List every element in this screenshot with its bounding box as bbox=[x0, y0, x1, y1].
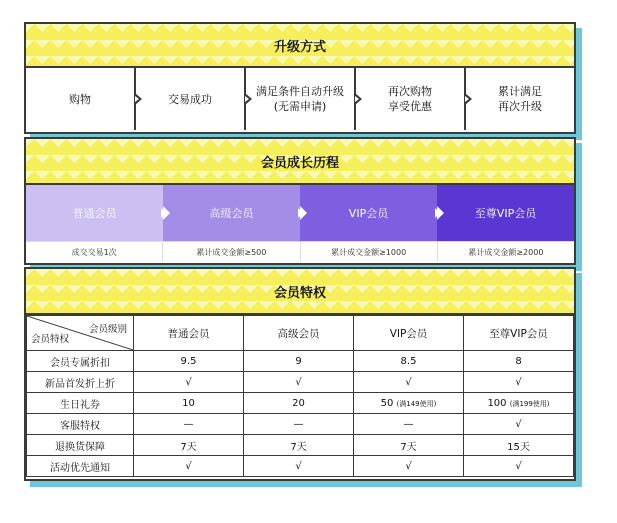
table-cell: √ bbox=[134, 456, 244, 477]
arrow-right-icon bbox=[465, 93, 472, 105]
upgrade-method-card bbox=[24, 22, 576, 134]
growth-conditions bbox=[26, 241, 574, 262]
row-label: 新品首发折上折 bbox=[27, 372, 134, 393]
upgrade-method-title: 升级方式 bbox=[26, 24, 574, 68]
chevron-right-icon bbox=[300, 206, 307, 220]
cell-note: (满199使用) bbox=[509, 399, 550, 408]
table-cell: √ bbox=[244, 456, 354, 477]
level-senior: 高级会员 bbox=[163, 185, 300, 241]
header-level-label: 会员级别 bbox=[88, 324, 127, 335]
growth-title: 会员成长历程 bbox=[26, 139, 574, 185]
row-label: 退换货保障 bbox=[27, 435, 134, 456]
table-cell: √ bbox=[134, 372, 244, 393]
table-header-row bbox=[27, 316, 574, 351]
table-cell: — bbox=[134, 414, 244, 435]
table-row bbox=[27, 393, 574, 414]
table-row bbox=[27, 456, 574, 477]
table-row bbox=[27, 435, 574, 456]
table-cell: 10 bbox=[134, 393, 244, 414]
table-cell: √ bbox=[464, 414, 574, 435]
table-cell: √ bbox=[464, 456, 574, 477]
row-label: 会员专属折扣 bbox=[27, 351, 134, 372]
column-header: 高级会员 bbox=[244, 316, 354, 351]
upgrade-step: 交易成功 bbox=[136, 68, 246, 130]
level-vip: VIP会员 bbox=[300, 185, 437, 241]
table-cell: 7天 bbox=[244, 435, 354, 456]
upgrade-step: 购物 bbox=[26, 68, 136, 130]
privileges-card bbox=[24, 267, 576, 481]
table-row bbox=[27, 414, 574, 435]
table-row bbox=[27, 351, 574, 372]
table-cell: 8 bbox=[464, 351, 574, 372]
diagonal-header-cell bbox=[27, 316, 134, 351]
upgrade-step: 累计满足 再次升级 bbox=[498, 85, 542, 113]
table-cell: 7天 bbox=[354, 435, 464, 456]
table-cell: √ bbox=[354, 456, 464, 477]
row-label: 活动优先通知 bbox=[27, 456, 134, 477]
condition-text: 累计成交金额≥1000 bbox=[301, 242, 438, 262]
column-header: 普通会员 bbox=[134, 316, 244, 351]
table-cell: √ bbox=[244, 372, 354, 393]
table-cell: — bbox=[354, 414, 464, 435]
table-row bbox=[27, 372, 574, 393]
table-cell bbox=[464, 393, 574, 414]
table-cell bbox=[354, 393, 464, 414]
upgrade-step: 再次购物 享受优惠 bbox=[356, 68, 466, 130]
arrow-right-icon bbox=[355, 93, 362, 105]
chevron-right-icon bbox=[163, 206, 170, 220]
upgrade-steps bbox=[26, 68, 574, 130]
table-cell: 8.5 bbox=[354, 351, 464, 372]
column-header: VIP会员 bbox=[354, 316, 464, 351]
row-label: 生日礼券 bbox=[27, 393, 134, 414]
growth-card bbox=[24, 137, 576, 265]
privileges-table bbox=[26, 315, 574, 477]
table-cell: 9.5 bbox=[134, 351, 244, 372]
arrow-right-icon bbox=[245, 93, 252, 105]
table-cell: 7天 bbox=[134, 435, 244, 456]
condition-text: 累计成交金额≥2000 bbox=[468, 247, 544, 257]
condition-text: 累计成交金额≥500 bbox=[163, 242, 300, 262]
chevron-right-icon bbox=[437, 206, 444, 220]
header-privilege-label: 会员特权 bbox=[31, 334, 70, 345]
table-cell: √ bbox=[464, 372, 574, 393]
level-normal: 普通会员 bbox=[26, 185, 163, 241]
level-supreme-vip: 至尊VIP会员 bbox=[437, 185, 574, 241]
column-header: 至尊VIP会员 bbox=[464, 316, 574, 351]
growth-levels bbox=[26, 185, 574, 241]
cell-value: 50 bbox=[380, 397, 394, 409]
table-cell: — bbox=[244, 414, 354, 435]
table-cell: 20 bbox=[244, 393, 354, 414]
privileges-title: 会员特权 bbox=[26, 269, 574, 315]
upgrade-step: 满足条件自动升级 (无需申请) bbox=[246, 68, 356, 130]
table-cell: 15天 bbox=[464, 435, 574, 456]
table-cell: √ bbox=[354, 372, 464, 393]
row-label: 客服特权 bbox=[27, 414, 134, 435]
arrow-right-icon bbox=[135, 93, 142, 105]
cell-note: (满149使用) bbox=[396, 399, 437, 408]
cell-value: 100 bbox=[487, 397, 507, 409]
table-cell: 9 bbox=[244, 351, 354, 372]
condition-text: 成交交易1次 bbox=[26, 242, 163, 262]
